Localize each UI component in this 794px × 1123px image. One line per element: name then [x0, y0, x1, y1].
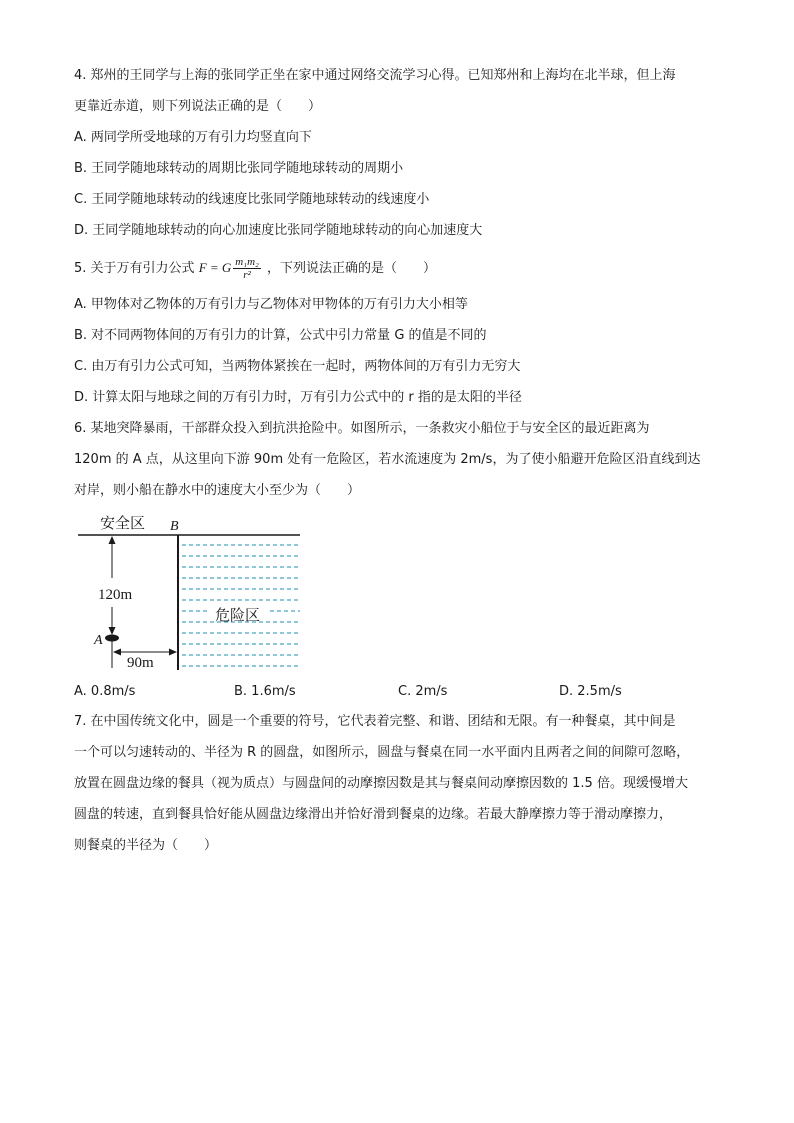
- arrow-left-head: [113, 649, 121, 656]
- boat-icon: [105, 635, 119, 642]
- distance-vertical-label: 120m: [98, 587, 133, 603]
- q7-line5: 则餐桌的半径为（ ）: [74, 838, 218, 853]
- q7-line2: 一个可以匀速转动的、半径为 R 的圆盘，如图所示，圆盘与餐桌在同一水平面内且两者之间的间隙可忽略，: [74, 745, 690, 760]
- formula-numerator: m₁m₂: [235, 256, 259, 268]
- q4-stem-line2: 更靠近赤道，则下列说法正确的是（ ）: [74, 99, 322, 114]
- q4-option-d: D. 王同学随地球转动的向心加速度比张同学随地球转动的向心加速度大: [74, 223, 483, 238]
- q7-line1: 7. 在中国传统文化中，圆是一个重要的符号，它代表着完整、和谐、团结和无限。有一种餐桌，其中间是: [74, 714, 676, 729]
- danger-zone-label: 危险区: [215, 606, 261, 624]
- formula-denominator: r²: [243, 269, 251, 281]
- q5-option-c: C. 由万有引力公式可知，当两物体紧挨在一起时，两物体间的万有引力无穷大: [74, 359, 521, 374]
- distance-horizontal-label: 90m: [127, 655, 154, 671]
- q4-option-b: B. 王同学随地球转动的周期比张同学随地球转动的周期小: [74, 161, 404, 176]
- q5-stem-prefix: 5. 关于万有引力公式: [74, 261, 195, 276]
- formula-lhs: F = G: [198, 260, 232, 275]
- q6-option-b: B. 1.6m/s: [234, 684, 296, 699]
- q6-stem-line3: 对岸，则小船在静水中的速度大小至少为（ ）: [74, 483, 361, 498]
- arrow-up-head: [109, 536, 116, 544]
- q7-line3: 放置在圆盘边缘的餐具（视为质点）与圆盘间的动摩擦因数是其与餐桌间动摩擦因数的 1.5 倍。现缓慢增大: [74, 776, 688, 791]
- formula-fraction: [233, 256, 261, 281]
- q4-stem-line1: 4. 郑州的王同学与上海的张同学正坐在家中通过网络交流学习心得。已知郑州和上海均在北半球，但上海: [74, 68, 676, 83]
- safe-zone-label: 安全区: [100, 514, 146, 532]
- q5-stem-suffix: ，下列说法正确的是（ ）: [266, 261, 436, 276]
- point-a-label: A: [94, 633, 103, 648]
- q5-option-d: D. 计算太阳与地球之间的万有引力时，万有引力公式中的 r 指的是太阳的半径: [74, 390, 522, 405]
- q7-line4: 圆盘的转速，直到餐具恰好能从圆盘边缘滑出并恰好滑到餐桌的边缘。若最大静摩擦力等于滑动摩擦力，: [74, 807, 673, 822]
- point-b-label: B: [170, 519, 179, 534]
- arrow-right-head: [169, 649, 177, 656]
- q6-stem-line1: 6. 某地突降暴雨，干部群众投入到抗洪抢险中。如图所示，一条救灾小船位于与安全区的最近距离为: [74, 421, 650, 436]
- q6-option-c: C. 2m/s: [398, 684, 448, 699]
- q4-option-a: A. 两同学所受地球的万有引力均竖直向下: [74, 130, 312, 145]
- q5-stem: [74, 256, 436, 281]
- gravitation-formula: [199, 256, 263, 281]
- q5-option-b: B. 对不同两物体间的万有引力的计算，公式中引力常量 G 的值是不同的: [74, 328, 487, 343]
- arrow-down-head: [109, 627, 116, 635]
- q6-option-d: D. 2.5m/s: [559, 684, 622, 699]
- q6-option-a: A. 0.8m/s: [74, 684, 136, 699]
- q6-stem-line2: 120m 的 A 点，从这里向下游 90m 处有一危险区，若水流速度为 2m/s，为了使小船避开危险区沿直线到达: [74, 452, 701, 467]
- q6-figure: [70, 510, 310, 675]
- q5-option-a: A. 甲物体对乙物体的万有引力与乙物体对甲物体的万有引力大小相等: [74, 297, 468, 312]
- q4-option-c: C. 王同学随地球转动的线速度比张同学随地球转动的线速度小: [74, 192, 430, 207]
